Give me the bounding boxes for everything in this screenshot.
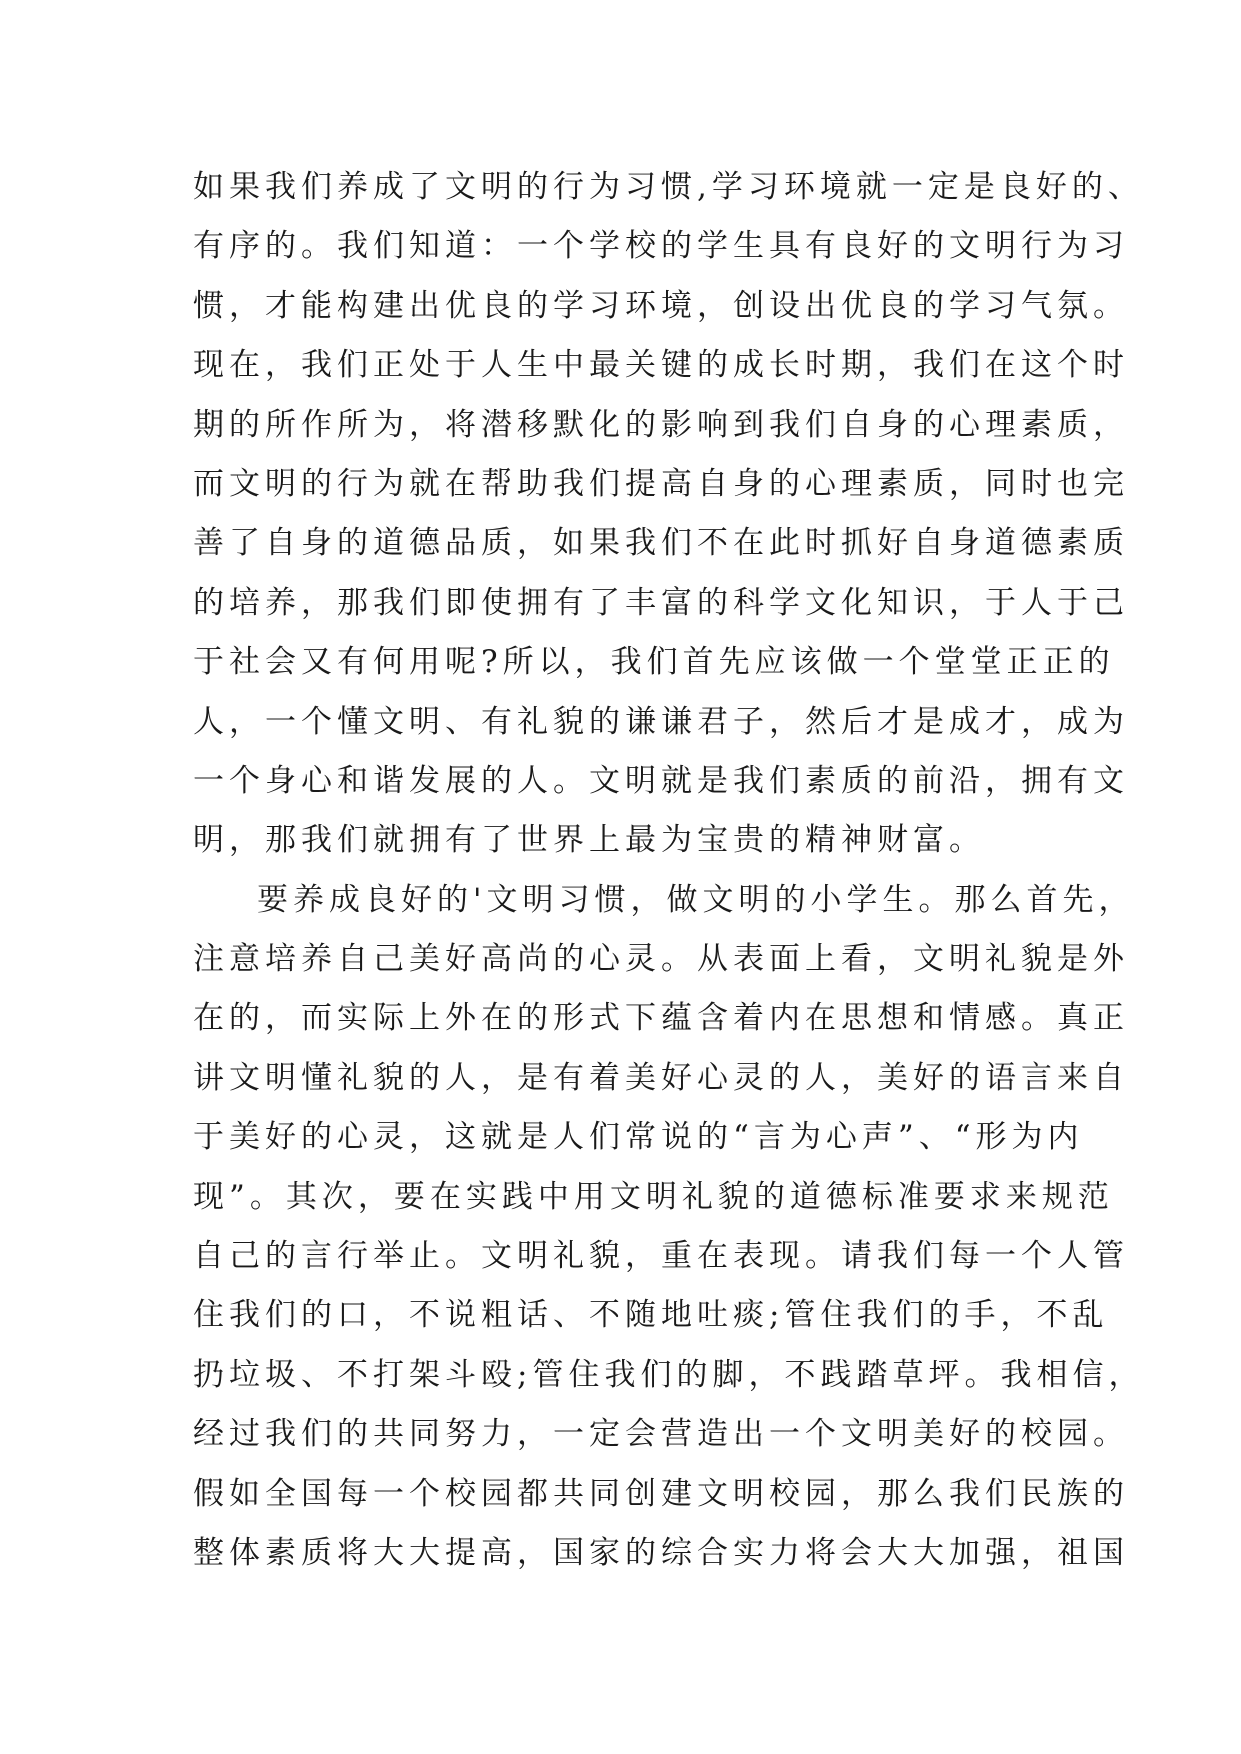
paragraph-first-line: 要养成良好的'文明习惯，做文明的小学生。那么首先， xyxy=(257,881,1135,918)
text-line: 在的，而实际上外在的形式下蕴含着内在思想和情感。真正 xyxy=(193,1000,1129,1037)
text-line: 的培养，那我们即使拥有了丰富的科学文化知识，于人于己 xyxy=(193,584,1129,621)
text-line: 扔垃圾、不打架斗殴;管住我们的脚，不践踏草坪。我相信， xyxy=(193,1356,1145,1393)
text-line: 现”。其次，要在实践中用文明礼貌的道德标准要求来规范 xyxy=(193,1178,1114,1215)
text-line: 于美好的心灵，这就是人们常说的“言为心声”、“形为内 xyxy=(193,1119,1084,1156)
text-line: 明，那我们就拥有了世界上最为宝贵的精神财富。 xyxy=(193,822,985,859)
text-line: 整体素质将大大提高，国家的综合实力将会大大加强，祖国 xyxy=(193,1534,1129,1571)
text-line: 住我们的口，不说粗话、不随地吐痰;管住我们的手，不乱 xyxy=(193,1297,1109,1334)
text-line: 于社会又有何用呢?所以，我们首先应该做一个堂堂正正的 xyxy=(193,644,1115,681)
text-line: 人，一个懂文明、有礼貌的谦谦君子，然后才是成才，成为 xyxy=(193,703,1129,740)
text-line: 有序的。我们知道：一个学校的学生具有良好的文明行为习 xyxy=(193,228,1129,265)
text-line: 讲文明懂礼貌的人，是有着美好心灵的人，美好的语言来自 xyxy=(193,1059,1129,1096)
text-line: 现在，我们正处于人生中最关键的成长时期，我们在这个时 xyxy=(193,347,1129,384)
text-line: 如果我们养成了文明的行为习惯,学习环境就一定是良好的、 xyxy=(193,169,1144,205)
text-line: 惯，才能构建出优良的学习环境，创设出优良的学习气氛。 xyxy=(193,287,1129,324)
text-line: 自己的言行举止。文明礼貌，重在表现。请我们每一个人管 xyxy=(193,1238,1129,1275)
text-line: 善了自身的道德品质，如果我们不在此时抓好自身道德素质 xyxy=(193,525,1129,562)
text-line: 期的所作所为，将潜移默化的影响到我们自身的心理素质， xyxy=(193,406,1129,443)
text-line: 假如全国每一个校园都共同创建文明校园，那么我们民族的 xyxy=(193,1475,1129,1512)
text-line: 一个身心和谐发展的人。文明就是我们素质的前沿，拥有文 xyxy=(193,762,1129,799)
text-line: 经过我们的共同努力，一定会营造出一个文明美好的校园。 xyxy=(193,1416,1129,1453)
text-line: 而文明的行为就在帮助我们提高自身的心理素质，同时也完 xyxy=(193,465,1129,502)
body-text xyxy=(193,158,1145,1583)
text-line: 注意培养自己美好高尚的心灵。从表面上看，文明礼貌是外 xyxy=(193,941,1129,978)
